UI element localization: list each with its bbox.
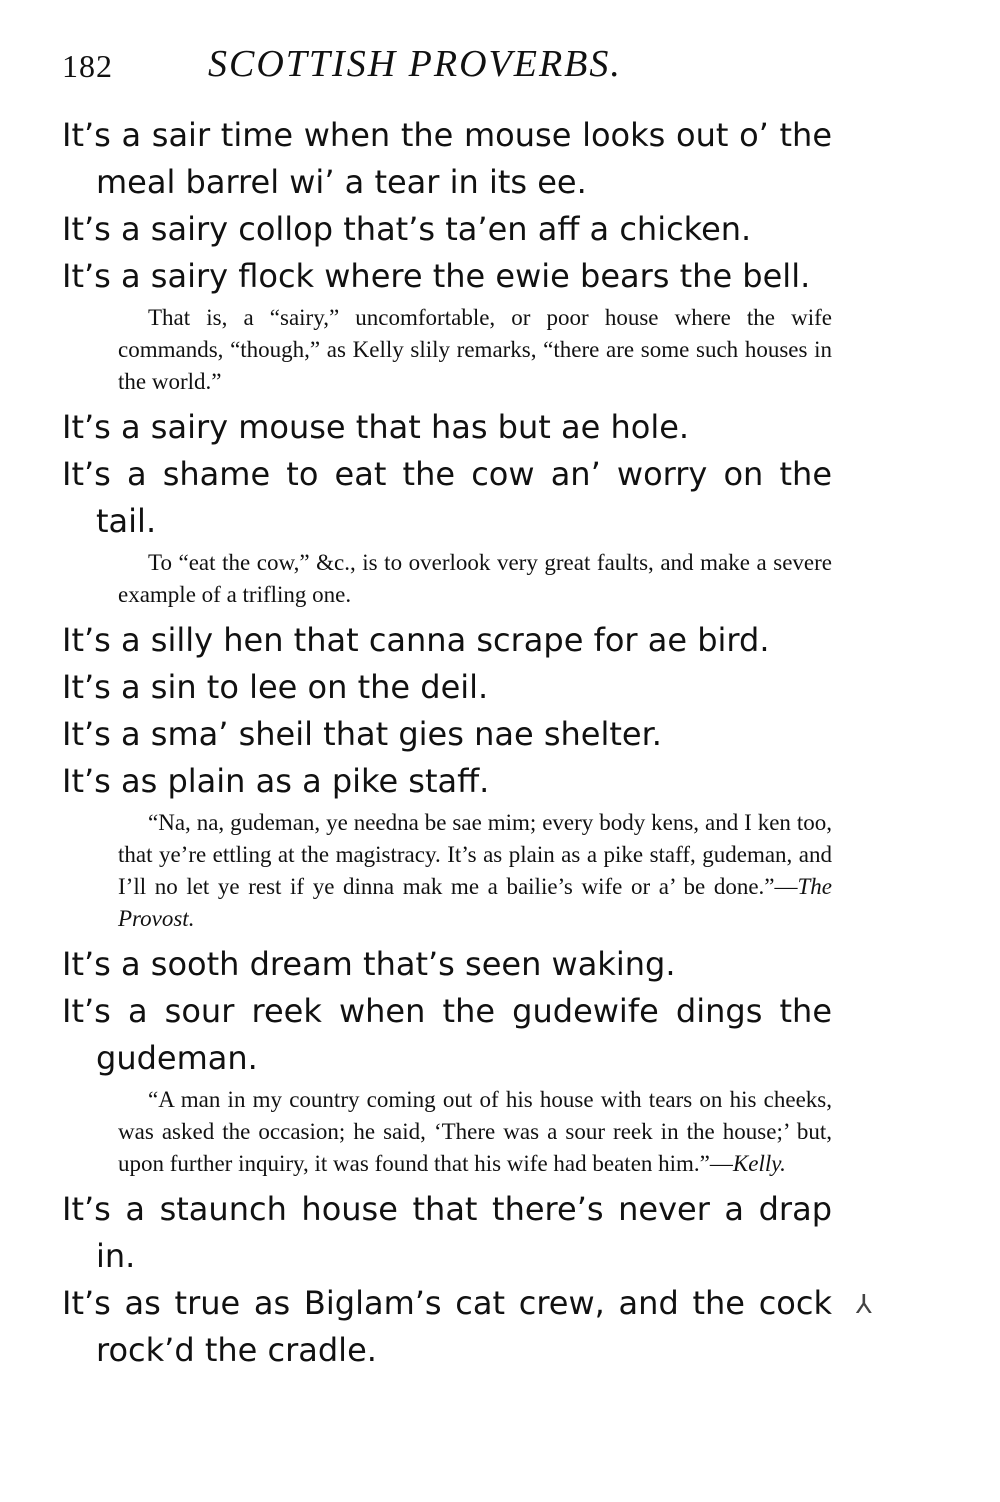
proverb: It’s a shame to eat the cow an’ worry on the tail. [62,455,832,540]
note-attribution: The Provost. [118,874,832,931]
proverb: It’s a sairy collop that’s ta’en aff a chicken. [62,210,752,248]
note-attribution: Kelly. [732,1151,786,1176]
proverb: It’s as plain as a pike staff. [62,762,490,800]
proverb: It’s a sour reek when the gudewife dings the gudeman. [62,992,832,1077]
proverb: It’s a sooth dream that’s seen waking. [62,945,676,983]
proverb-list [62,112,832,1374]
proverb: It’s as true as Biglam’s cat crew, and the cock rock’d the cradle. [62,1284,832,1369]
commentary-note [62,807,832,935]
note-text: To “eat the cow,” &c., is to overlook very great faults, and make a severe example of a trifling one. [118,550,832,607]
page-header [62,40,862,90]
note-text: “Na, na, gudeman, ye needna be sae mim; every body kens, and I ken too, that ye’re ettling at the magistracy. It’s as plain as a pike staff, gudeman, and I’ll no let ye rest if ye dinna mak me a bailie’s wife or a’ be done.”— [118,810,832,899]
proverb: It’s a staunch house that there’s never a drap in. [62,1190,832,1275]
proverb: It’s a sairy mouse that has but ae hole. [62,408,690,446]
note-text: “A man in my country coming out of his house with tears on his cheeks, was asked the occasion; he said, ‘There was a sour reek in the house;’ but, upon further inquiry, it was found that his wife had beaten him.”— [118,1087,832,1176]
proverb: It’s a sin to lee on the deil. [62,668,489,706]
commentary-note [62,547,832,611]
page-number: 182 [62,48,113,84]
proverb: It’s a sairy flock where the ewie bears the bell. [62,257,811,295]
proverb: It’s a sma’ sheil that gies nae shelter. [62,715,662,753]
stray-mark-icon: ⅄ [856,1290,872,1320]
note-text: That is, a “sairy,” uncomfortable, or poor house where the wife commands, “though,” as Kelly slily remarks, “there are some such houses in the world.” [118,305,832,394]
commentary-note [62,302,832,398]
proverb: It’s a silly hen that canna scrape for ae bird. [62,621,770,659]
proverb: It’s a sair time when the mouse looks out o’ the meal barrel wi’ a tear in its ee. [62,116,832,201]
commentary-note [62,1084,832,1180]
running-title: SCOTTISH PROVERBS. [208,43,622,85]
